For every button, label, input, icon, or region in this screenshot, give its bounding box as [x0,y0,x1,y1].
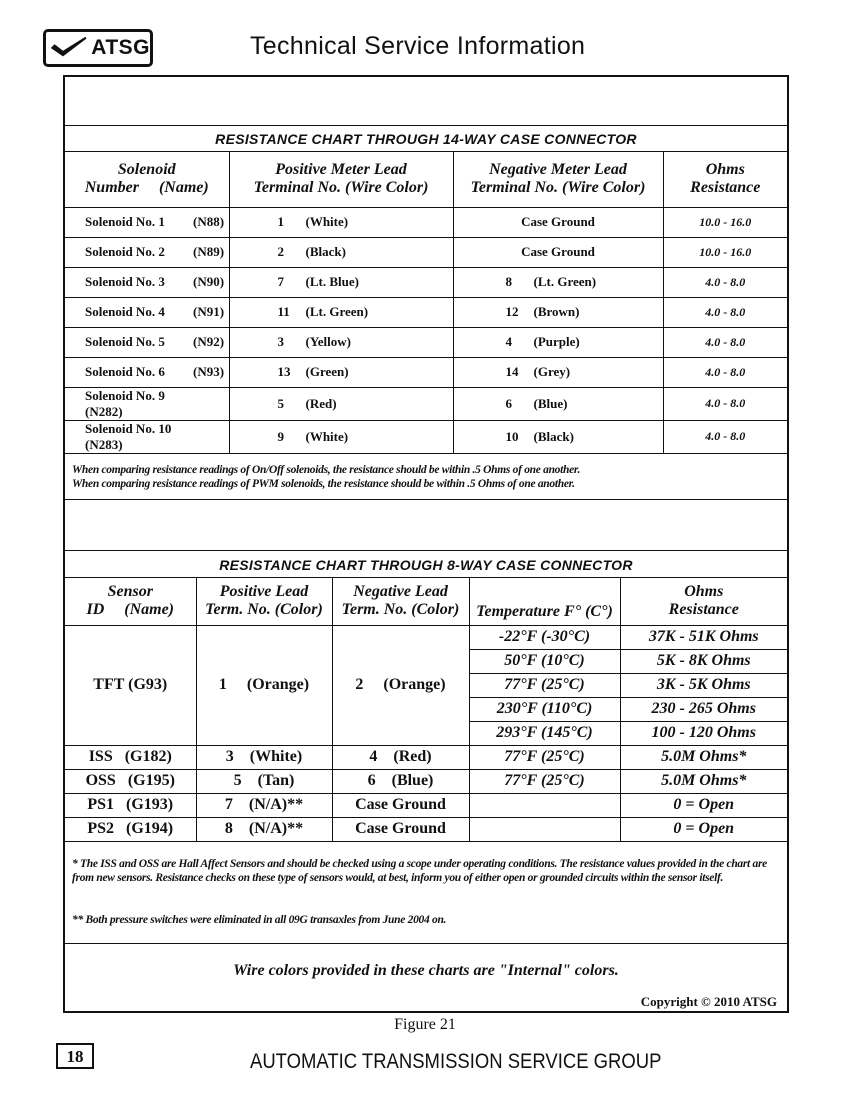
ohms-cell: 5K - 8K Ohms [620,649,787,673]
page-title: Technical Service Information [250,32,586,60]
copyright: Copyright © 2010 ATSG [640,994,777,1009]
solenoid-cell [65,297,229,327]
solenoid-number: Solenoid No. 1 [85,214,165,229]
solenoid-name: (N283) [85,436,123,452]
positive-lead-cell [229,267,453,297]
divider [65,943,787,944]
positive-lead-cell: 1 (Orange) [196,625,332,745]
solenoid-number: Solenoid No. 9 [85,387,165,403]
sensor-id-cell: OSS (G195) [65,769,196,793]
header-negative-lead: Negative Lead Term. No. (Color) [332,578,469,625]
wire-color: (Lt. Green) [533,274,597,289]
chart2-note-hall-sensors: * The ISS and OSS are Hall Affect Sensors and should be checked using a scope under operating conditions. The resistance values provided in the chart are from new sensors. Resistance checks on these type of sensors would, at best, inform you of either open or grounded circuits within the sensor itself. [72,858,767,884]
terminal-number: 13 [277,364,291,379]
terminal-number: 5 [277,395,284,411]
header-ohms: Ohms Resistance [620,578,787,625]
ohms-cell: 4.0 - 8.0 [663,297,787,327]
ohms-cell: 4.0 - 8.0 [663,327,787,357]
header-temperature: Temperature F° (C°) [469,578,620,625]
header-positive-lead: Positive Meter Lead Terminal No. (Wire Color) [229,152,453,207]
temperature-cell: 293°F (145°C) [469,721,620,745]
wire-color: (Grey) [533,364,571,379]
terminal-number: 3 [277,334,284,349]
header-solenoid: Solenoid Number (Name) [65,152,229,207]
wire-color: (Purple) [533,334,580,349]
logo-text: ATSG [91,36,150,59]
ohms-cell: 4.0 - 8.0 [663,357,787,387]
wire-colors-note: Wire colors provided in these charts are "Internal" colors. [233,962,619,979]
terminal-number: 2 [277,244,284,259]
table-row [65,420,787,453]
table-row [65,327,787,357]
negative-lead-cell [453,297,663,327]
wire-color: (Lt. Blue) [305,274,359,289]
terminal-number: 14 [505,364,519,379]
positive-lead-cell [229,387,453,420]
negative-lead-cell [453,357,663,387]
temperature-cell [469,793,620,817]
table-row [65,387,787,420]
wire-color: (Green) [305,364,349,379]
solenoid-number: Solenoid No. 3 [85,274,165,289]
positive-lead-cell: 5 (Tan) [196,769,332,793]
footer: AUTOMATIC TRANSMISSION SERVICE GROUP [250,1050,662,1073]
table-row [65,207,787,237]
temperature-cell: 77°F (25°C) [469,673,620,697]
solenoid-name: (N90) [193,274,225,289]
temperature-cell: -22°F (-30°C) [469,625,620,649]
header-negative-lead: Negative Meter Lead Terminal No. (Wire Color) [453,152,663,207]
terminal-number: 12 [505,304,519,319]
chart1-table [65,152,787,454]
chart1-title: RESISTANCE CHART THROUGH 14-WAY CASE CONNECTOR [215,131,637,147]
sensor-id-cell: TFT (G93) [65,625,196,745]
header-positive-lead: Positive Lead Term. No. (Color) [196,578,332,625]
temperature-cell: 77°F (25°C) [469,745,620,769]
wire-color: (White) [305,428,349,444]
positive-lead-cell [229,357,453,387]
negative-lead-cell: Case Ground [332,817,469,841]
solenoid-number: Solenoid No. 2 [85,244,165,259]
negative-lead-cell: 4 (Red) [332,745,469,769]
header-ohms: Ohms Resistance [663,152,787,207]
negative-lead-cell [453,267,663,297]
solenoid-number: Solenoid No. 6 [85,364,165,379]
terminal-number: 8 [505,274,512,289]
table-row [65,745,787,769]
solenoid-cell [65,357,229,387]
solenoid-number: Solenoid No. 10 [85,420,172,436]
sensor-id-cell: ISS (G182) [65,745,196,769]
negative-lead-cell: Case Ground [453,207,663,237]
temperature-cell: 230°F (110°C) [469,697,620,721]
solenoid-cell [65,207,229,237]
table-row [65,625,787,649]
positive-lead-cell [229,207,453,237]
ohms-cell: 4.0 - 8.0 [663,420,787,453]
positive-lead-cell [229,297,453,327]
wire-color: (White) [305,214,349,229]
ohms-cell: 5.0M Ohms* [620,769,787,793]
terminal-number: 6 [505,395,512,411]
chart2-title: RESISTANCE CHART THROUGH 8-WAY CASE CONNECTOR [219,557,633,573]
temperature-cell: 50°F (10°C) [469,649,620,673]
ohms-cell: 4.0 - 8.0 [663,267,787,297]
chart1-note-onoff: When comparing resistance readings of On/Off solenoids, the resistance should be within .5 Ohms of one another. [72,464,581,476]
terminal-number: 4 [505,334,512,349]
page-number: 18 [56,1043,94,1069]
negative-lead-cell: 6 (Blue) [332,769,469,793]
ohms-cell: 5.0M Ohms* [620,745,787,769]
positive-lead-cell: 8 (N/A)** [196,817,332,841]
table-row [65,793,787,817]
solenoid-name: (N88) [193,214,225,229]
figure-frame [63,75,789,1013]
ohms-cell: 0 = Open [620,793,787,817]
solenoid-name: (N282) [85,403,123,419]
table-row [65,267,787,297]
positive-lead-cell: 3 (White) [196,745,332,769]
terminal-number: 1 [277,214,284,229]
wire-color: (Brown) [533,304,580,319]
chart2-table [65,578,787,842]
ohms-cell: 10.0 - 16.0 [663,237,787,267]
sensor-id-cell: PS2 (G194) [65,817,196,841]
figure-caption: Figure 21 [394,1016,456,1033]
solenoid-name: (N92) [193,334,225,349]
solenoid-cell [65,237,229,267]
atsg-logo [43,29,153,67]
chart1-note-pwm: When comparing resistance readings of PWM solenoids, the resistance should be within .5 Ohms of one another. [72,478,575,490]
negative-lead-cell: Case Ground [453,237,663,267]
wire-color: (Black) [533,428,574,444]
table-row [65,817,787,841]
ohms-cell: 0 = Open [620,817,787,841]
ohms-cell: 230 - 265 Ohms [620,697,787,721]
negative-lead-cell [453,387,663,420]
wire-color: (Yellow) [305,334,351,349]
positive-lead-cell: 7 (N/A)** [196,793,332,817]
negative-lead-cell [453,327,663,357]
terminal-number: 11 [277,304,290,319]
negative-lead-cell: 2 (Orange) [332,625,469,745]
checkmark-logo-icon [48,33,89,63]
solenoid-cell [65,327,229,357]
table-row [65,297,787,327]
ohms-cell: 37K - 51K Ohms [620,625,787,649]
table-row [65,769,787,793]
solenoid-cell [65,420,229,453]
positive-lead-cell [229,420,453,453]
wire-color: (Lt. Green) [305,304,369,319]
ohms-cell: 100 - 120 Ohms [620,721,787,745]
wire-color: (Black) [305,244,346,259]
ohms-cell: 10.0 - 16.0 [663,207,787,237]
solenoid-name: (N93) [193,364,225,379]
header-sensor: Sensor ID (Name) [65,578,196,625]
sensor-id-cell: PS1 (G193) [65,793,196,817]
terminal-number: 9 [277,428,284,444]
solenoid-name: (N89) [193,244,225,259]
divider [65,125,787,126]
terminal-number: 10 [505,428,519,444]
solenoid-number: Solenoid No. 4 [85,304,165,319]
negative-lead-cell [453,420,663,453]
divider [65,499,787,500]
negative-lead-cell: Case Ground [332,793,469,817]
wire-color: (Blue) [533,395,568,411]
temperature-cell: 77°F (25°C) [469,769,620,793]
chart2-note-pressure-switches: ** Both pressure switches were eliminated in all 09G transaxles from June 2004 on. [72,914,447,926]
divider [65,550,787,551]
solenoid-cell [65,387,229,420]
positive-lead-cell [229,237,453,267]
temperature-cell [469,817,620,841]
table-row [65,357,787,387]
positive-lead-cell [229,327,453,357]
solenoid-name: (N91) [193,304,225,319]
table-row [65,237,787,267]
ohms-cell: 3K - 5K Ohms [620,673,787,697]
solenoid-cell [65,267,229,297]
solenoid-number: Solenoid No. 5 [85,334,165,349]
terminal-number: 7 [277,274,284,289]
ohms-cell: 4.0 - 8.0 [663,387,787,420]
wire-color: (Red) [305,395,337,411]
